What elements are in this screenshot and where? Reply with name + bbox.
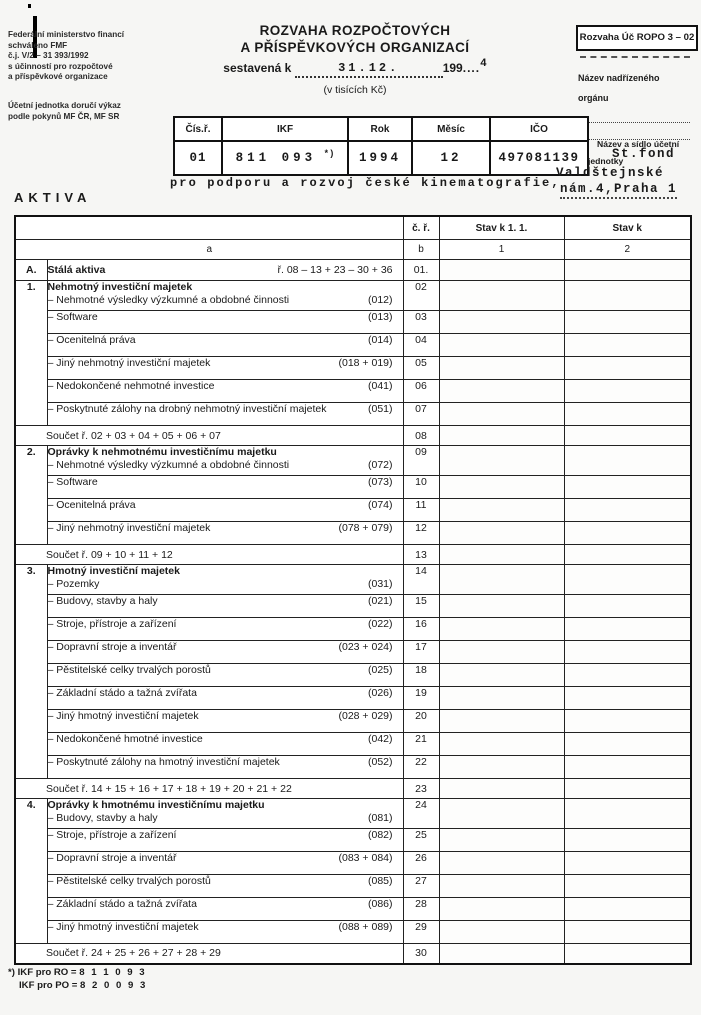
table-row-item <box>15 311 691 334</box>
item-line <box>48 687 403 700</box>
table-row-item <box>15 380 691 403</box>
table-row-item <box>15 499 691 522</box>
table-row-item <box>15 446 691 476</box>
value-cell-stav2 <box>564 852 691 875</box>
item-label: – Software <box>47 311 98 323</box>
account-code: (023 + 024) <box>338 641 393 653</box>
table-row-item <box>15 756 691 779</box>
section-number-cell: 2. <box>15 446 47 545</box>
item-label-cell <box>47 380 403 403</box>
line-number-cell: 06 <box>403 380 439 403</box>
footnote-marker-ref: *) <box>323 149 335 159</box>
value-cell-stav2 <box>564 921 691 944</box>
item-line <box>48 664 403 677</box>
id-col-ico: IČO <box>490 117 588 141</box>
value-cell-stav2 <box>564 710 691 733</box>
section-number-cell: 1. <box>15 281 47 426</box>
line-number-cell: 12 <box>403 522 439 545</box>
value-cell-stav1 <box>439 380 564 403</box>
item-label: – Pěstitelské celky trvalých porostů <box>47 664 211 676</box>
account-code: (041) <box>367 380 393 392</box>
account-code: (072) <box>367 459 393 471</box>
table-row-sum <box>15 779 691 799</box>
value-cell-stav1 <box>439 921 564 944</box>
table-row-item <box>15 618 691 641</box>
table-row-item <box>15 664 691 687</box>
item-label: – Poskytnuté zálohy na drobný nehmotný investiční majetek <box>47 403 327 415</box>
entity-name: St.fond <box>612 147 676 161</box>
account-code: (073) <box>367 476 393 488</box>
account-code: (028 + 029) <box>338 710 393 722</box>
col-header-stav1: Stav k 1. 1. <box>439 216 564 240</box>
item-label: – Dopravní stroje a inventář <box>47 852 177 864</box>
value-cell-stav2 <box>564 446 691 476</box>
table-row-item <box>15 898 691 921</box>
account-code: (082) <box>367 829 393 841</box>
value-cell-stav1 <box>439 499 564 522</box>
superior-org-label2: orgánu <box>578 93 609 103</box>
item-label: – Nedokončené hmotné investice <box>47 733 203 745</box>
item-line <box>48 578 403 591</box>
item-label: – Poskytnuté zálohy na hmotný investiční majetek <box>47 756 280 768</box>
line-number-cell: 30 <box>403 944 439 964</box>
value-cell-stav2 <box>564 334 691 357</box>
item-line <box>48 921 403 934</box>
id-table-row <box>174 141 588 175</box>
table-row-item <box>15 334 691 357</box>
value-cell-stav1 <box>439 281 564 311</box>
value-cell-stav2 <box>564 641 691 664</box>
value-cell-stav2 <box>564 799 691 829</box>
table-row-item <box>15 522 691 545</box>
form-code-box: Rozvaha Úč ROPO 3 – 02 <box>576 25 698 51</box>
entity-label: Název a sídlo účetní <box>597 139 680 149</box>
item-line <box>48 733 403 746</box>
value-cell-stav1 <box>439 898 564 921</box>
form-title-line1: ROZVAHA ROZPOČTOVÝCH <box>259 23 451 38</box>
table-row-item <box>15 595 691 618</box>
item-label-cell <box>47 357 403 380</box>
item-line <box>48 618 403 631</box>
issuer-line: schváleno FMF <box>8 40 68 50</box>
table-row-total <box>15 260 691 281</box>
value-cell-stav1 <box>439 944 564 964</box>
value-cell-stav2 <box>564 618 691 641</box>
item-line <box>48 403 403 416</box>
value-cell-stav2 <box>564 687 691 710</box>
item-label: – Jiný nehmotný investiční majetek <box>47 357 211 369</box>
typed-purpose-line: pro podporu a rozvoj české kinematografie, <box>170 176 561 190</box>
value-cell-stav1 <box>439 829 564 852</box>
item-line <box>48 898 403 911</box>
item-label: – Jiný nehmotný investiční majetek <box>47 522 211 534</box>
footnote-line1: *) IKF pro RO = 8 1 1 0 9 3 <box>8 967 147 978</box>
value-cell-stav1 <box>439 664 564 687</box>
value-cell-stav1 <box>439 779 564 799</box>
issuer-note-block <box>8 101 121 122</box>
issuer-line: č.j. V/2 – 31 393/1992 <box>8 51 89 61</box>
value-cell-stav2 <box>564 565 691 595</box>
line-number-cell: 23 <box>403 779 439 799</box>
footnote <box>8 966 147 992</box>
table-row-item <box>15 733 691 756</box>
item-label-cell <box>47 664 403 687</box>
table-row-item <box>15 476 691 499</box>
account-code: (014) <box>367 334 393 346</box>
item-label: – Stroje, přístroje a zařízení <box>47 618 177 630</box>
account-code: (012) <box>367 294 393 306</box>
line-number-cell: 09 <box>403 446 439 476</box>
item-label-cell <box>47 733 403 756</box>
sum-label-cell: Součet ř. 14 + 15 + 16 + 17 + 18 + 19 + 20 + 21 + 22 <box>15 779 403 799</box>
item-line <box>48 852 403 865</box>
value-cell-stav2 <box>564 756 691 779</box>
total-formula: ř. 08 – 13 + 23 – 30 + 36 <box>277 263 393 276</box>
section-title: Oprávky k nehmotnému investičnímu majetku <box>47 446 277 458</box>
item-label-cell <box>47 799 403 829</box>
value-cell-stav2 <box>564 476 691 499</box>
line-number-cell: 11 <box>403 499 439 522</box>
compiled-date-value: 31.12. <box>338 61 400 75</box>
value-cell-stav2 <box>564 664 691 687</box>
account-code: (081) <box>367 812 393 824</box>
item-label: – Ocenitelná práva <box>47 499 136 511</box>
issuer-note-line: Účetní jednotka doručí výkaz <box>8 101 121 110</box>
account-code: (088 + 089) <box>338 921 393 933</box>
item-label: – Základní stádo a tažná zvířata <box>47 687 197 699</box>
compiled-date-line <box>180 58 530 78</box>
line-number-cell: 25 <box>403 829 439 852</box>
value-cell-stav1 <box>439 799 564 829</box>
item-label: – Ocenitelná práva <box>47 334 136 346</box>
col-header-line-number: č. ř. <box>403 216 439 240</box>
item-label: – Jiný hmotný investiční majetek <box>47 921 199 933</box>
item-label-cell <box>47 829 403 852</box>
id-rok-value: 1994 <box>348 141 412 175</box>
table-row-item <box>15 357 691 380</box>
account-code: (078 + 079) <box>338 522 393 534</box>
table-row-item <box>15 403 691 426</box>
table-row-item <box>15 921 691 944</box>
footnote-marker: *) <box>8 967 15 978</box>
item-label-cell <box>47 446 403 476</box>
item-line <box>48 829 403 842</box>
item-line <box>48 522 403 535</box>
id-col-ikf: IKF <box>222 117 348 141</box>
account-code: (018 + 019) <box>338 357 393 369</box>
item-line <box>48 357 403 370</box>
value-cell-stav1 <box>439 426 564 446</box>
value-cell-stav1 <box>439 852 564 875</box>
table-row-item <box>15 875 691 898</box>
item-label-cell <box>47 687 403 710</box>
item-label-cell <box>47 641 403 664</box>
value-cell-stav2 <box>564 311 691 334</box>
value-cell-stav1 <box>439 641 564 664</box>
issuer-line: Federální ministerstvo financí <box>8 30 125 39</box>
main-table-body <box>15 260 691 964</box>
compiled-date-field <box>295 61 443 78</box>
item-line <box>48 641 403 654</box>
item-label-cell <box>47 618 403 641</box>
form-title-block <box>180 22 530 96</box>
sum-label-cell: Součet ř. 02 + 03 + 04 + 05 + 06 + 07 <box>15 426 403 446</box>
item-line <box>48 812 403 825</box>
line-number-cell: 17 <box>403 641 439 664</box>
line-number-cell: 20 <box>403 710 439 733</box>
section-title: Hmotný investiční majetek <box>47 565 180 577</box>
section-title: Oprávky k hmotnému investičnímu majetku <box>47 799 265 811</box>
table-row-sum <box>15 944 691 964</box>
line-number-cell: 02 <box>403 281 439 311</box>
account-code: (052) <box>367 756 393 768</box>
item-label: – Pěstitelské celky trvalých porostů <box>47 875 211 887</box>
units-note: (v tisících Kč) <box>323 84 387 96</box>
id-col-rok: Rok <box>348 117 412 141</box>
total-label: Stálá aktiva <box>47 263 106 276</box>
value-cell-stav1 <box>439 733 564 756</box>
item-line <box>48 756 403 769</box>
value-cell-stav1 <box>439 403 564 426</box>
entity-label2: jednotky <box>588 156 624 166</box>
form-title-line2: A PŘÍSPĚVKOVÝCH ORGANIZACÍ <box>240 40 470 55</box>
line-number-cell: 19 <box>403 687 439 710</box>
value-cell-stav2 <box>564 595 691 618</box>
account-code: (021) <box>367 595 393 607</box>
item-line <box>48 499 403 512</box>
account-code: (026) <box>367 687 393 699</box>
account-code: (013) <box>367 311 393 323</box>
item-label-cell <box>47 476 403 499</box>
account-code: (074) <box>367 499 393 511</box>
line-number-cell: 13 <box>403 545 439 565</box>
table-row-sum <box>15 426 691 446</box>
section-number-cell: 4. <box>15 799 47 944</box>
value-cell-stav2 <box>564 944 691 964</box>
line-number-cell: 10 <box>403 476 439 499</box>
value-cell-stav2 <box>564 281 691 311</box>
item-line <box>48 380 403 393</box>
line-number-cell: 18 <box>403 664 439 687</box>
account-code: (042) <box>367 733 393 745</box>
value-cell-stav2 <box>564 403 691 426</box>
value-cell-stav1 <box>439 756 564 779</box>
account-code: (085) <box>367 875 393 887</box>
superior-org-label1: Název nadřízeného <box>578 73 660 83</box>
item-line <box>48 595 403 608</box>
item-line <box>48 710 403 723</box>
item-label: – Nedokončené nehmotné investice <box>47 380 215 392</box>
value-cell-stav1 <box>439 565 564 595</box>
value-cell-stav2 <box>564 875 691 898</box>
item-line <box>48 875 403 888</box>
issuer-block <box>8 30 124 83</box>
item-label-cell <box>47 595 403 618</box>
value-cell-stav1 <box>439 618 564 641</box>
table-row-item <box>15 710 691 733</box>
item-label: – Budovy, stavby a haly <box>47 595 158 607</box>
value-cell-stav2 <box>564 380 691 403</box>
entity-address-line2: nám.4,Praha 1 <box>560 182 677 199</box>
item-label-cell <box>47 756 403 779</box>
value-cell-stav2 <box>564 357 691 380</box>
value-cell-stav2 <box>564 829 691 852</box>
line-number-cell: 03 <box>403 311 439 334</box>
table-row-item <box>15 565 691 595</box>
item-label: – Software <box>47 476 98 488</box>
id-mesic-value: 12 <box>412 141 490 175</box>
footnote-line2: IKF pro PO = 8 2 0 0 9 3 <box>19 980 148 991</box>
form-box-underline <box>580 56 690 58</box>
table-row-item <box>15 641 691 664</box>
year-prefix: 199 <box>442 61 463 75</box>
row-letter-cell: A. <box>15 260 47 281</box>
table-row-sum <box>15 545 691 565</box>
total-label-line <box>48 264 403 277</box>
item-label: – Nehmotné výsledky výzkumné a obdobné činnosti <box>47 459 290 471</box>
value-cell-stav1 <box>439 595 564 618</box>
item-label-cell <box>47 710 403 733</box>
item-label-cell <box>47 898 403 921</box>
line-number-cell: 15 <box>403 595 439 618</box>
account-code: (086) <box>367 898 393 910</box>
line-number-cell: 24 <box>403 799 439 829</box>
account-code: (051) <box>367 403 393 415</box>
line-number-cell: 14 <box>403 565 439 595</box>
col-subheader-a: a <box>15 240 403 260</box>
value-cell-stav1 <box>439 687 564 710</box>
item-label: – Nehmotné výsledky výzkumné a obdobné činnosti <box>47 294 290 306</box>
header-blank-cell <box>15 216 403 240</box>
section-number-cell: 3. <box>15 565 47 779</box>
item-label-cell <box>47 499 403 522</box>
col-subheader-2: 2 <box>564 240 691 260</box>
entity-address-line1: Valdštejnské <box>556 166 665 180</box>
item-label-cell <box>47 921 403 944</box>
account-code: (022) <box>367 618 393 630</box>
col-header-stav2: Stav k <box>564 216 691 240</box>
line-number-cell: 28 <box>403 898 439 921</box>
item-label: – Jiný hmotný investiční majetek <box>47 710 199 722</box>
value-cell-stav1 <box>439 476 564 499</box>
superior-org-fill-line1 <box>578 122 690 123</box>
issuer-line: s účinností pro rozpočtové <box>8 61 113 71</box>
line-number-cell: 16 <box>403 618 439 641</box>
value-cell-stav1 <box>439 357 564 380</box>
item-label-cell <box>47 852 403 875</box>
issuer-note-line: podle pokynů MF ČR, MF SR <box>8 111 120 121</box>
id-ikf-value: 811 093 *) <box>222 141 348 175</box>
value-cell-stav2 <box>564 898 691 921</box>
value-cell-stav1 <box>439 446 564 476</box>
sum-label-cell: Součet ř. 09 + 10 + 11 + 12 <box>15 545 403 565</box>
col-subheader-1: 1 <box>439 240 564 260</box>
total-label-cell <box>47 260 403 281</box>
item-label-cell <box>47 281 403 311</box>
value-cell-stav1 <box>439 260 564 281</box>
line-number-cell: 08 <box>403 426 439 446</box>
line-number-cell: 29 <box>403 921 439 944</box>
table-row-item <box>15 281 691 311</box>
item-label: – Stroje, přístroje a zařízení <box>47 829 177 841</box>
item-label-cell <box>47 311 403 334</box>
item-line <box>48 294 403 307</box>
value-cell-stav1 <box>439 522 564 545</box>
value-cell-stav1 <box>439 545 564 565</box>
line-number-cell: 22 <box>403 756 439 779</box>
col-subheader-b: b <box>403 240 439 260</box>
id-col-mesic: Měsíc <box>412 117 490 141</box>
item-label-cell <box>47 334 403 357</box>
table-row-item <box>15 799 691 829</box>
id-cisr-value: 01 <box>174 141 222 175</box>
account-code: (083 + 084) <box>338 852 393 864</box>
item-label-cell <box>47 565 403 595</box>
line-number-cell: 04 <box>403 334 439 357</box>
item-label-cell <box>47 403 403 426</box>
item-line <box>48 476 403 489</box>
line-number-cell: 26 <box>403 852 439 875</box>
year-digit: 4 <box>480 58 487 70</box>
item-label-cell <box>47 522 403 545</box>
value-cell-stav2 <box>564 779 691 799</box>
value-cell-stav1 <box>439 311 564 334</box>
table-row-item <box>15 687 691 710</box>
scan-artifact-dot <box>28 4 31 8</box>
line-number-cell: 05 <box>403 357 439 380</box>
item-line <box>48 334 403 347</box>
value-cell-stav1 <box>439 334 564 357</box>
item-label: – Základní stádo a tažná zvířata <box>47 898 197 910</box>
line-number-cell: 27 <box>403 875 439 898</box>
compiled-label: sestavená k <box>223 61 292 75</box>
aktiva-heading: AKTIVA <box>14 190 92 205</box>
value-cell-stav2 <box>564 260 691 281</box>
account-code: (025) <box>367 664 393 676</box>
table-row-item <box>15 829 691 852</box>
line-number-cell: 21 <box>403 733 439 756</box>
value-cell-stav2 <box>564 522 691 545</box>
item-label: – Pozemky <box>47 578 100 590</box>
id-table <box>173 116 589 176</box>
value-cell-stav2 <box>564 499 691 522</box>
value-cell-stav2 <box>564 545 691 565</box>
item-line <box>48 311 403 324</box>
table-row-item <box>15 852 691 875</box>
line-number-cell: 07 <box>403 403 439 426</box>
section-title: Nehmotný investiční majetek <box>47 281 193 293</box>
account-code: (031) <box>367 578 393 590</box>
sum-label-cell: Součet ř. 24 + 25 + 26 + 27 + 28 + 29 <box>15 944 403 964</box>
main-table <box>14 215 692 965</box>
value-cell-stav1 <box>439 875 564 898</box>
id-col-cisr: Čís.ř. <box>174 117 222 141</box>
item-label-cell <box>47 875 403 898</box>
id-ico-value: 497081139 <box>490 141 588 175</box>
item-label: – Dopravní stroje a inventář <box>47 641 177 653</box>
value-cell-stav1 <box>439 710 564 733</box>
item-line <box>48 459 403 472</box>
year-dots: .... <box>462 61 481 75</box>
value-cell-stav2 <box>564 733 691 756</box>
value-cell-stav2 <box>564 426 691 446</box>
issuer-line: a příspěvkové organizace <box>8 72 108 82</box>
item-label: – Budovy, stavby a haly <box>47 812 158 824</box>
line-number-cell: 01. <box>403 260 439 281</box>
